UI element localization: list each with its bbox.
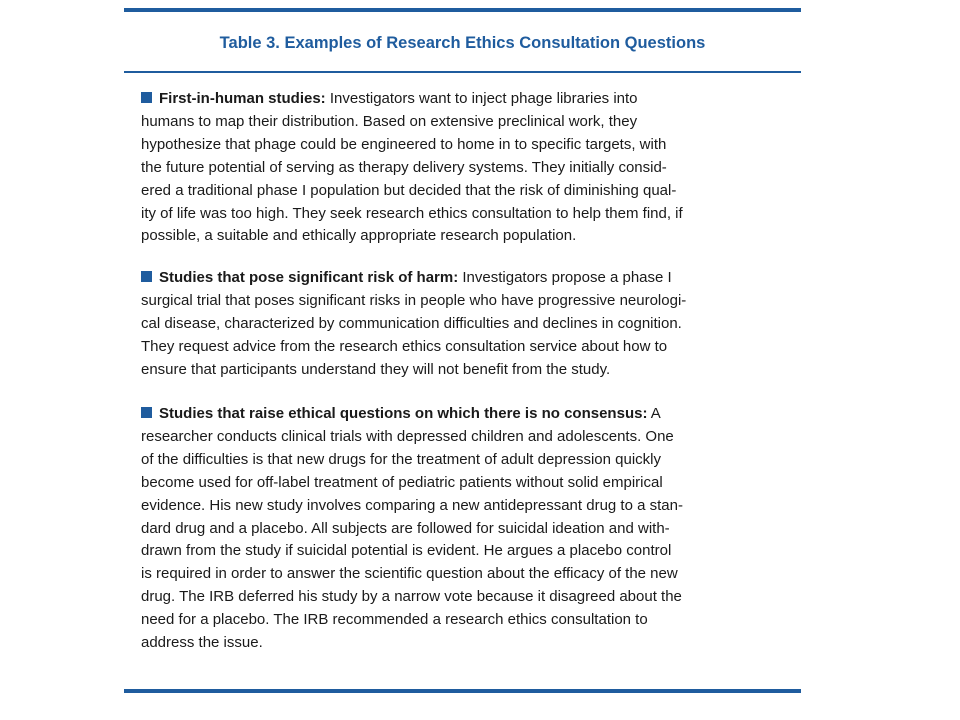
entry-first-line [141,88,789,111]
top-rule [124,8,801,12]
square-bullet-icon [141,407,152,418]
entry-text-line: the future potential of serving as therapy delivery systems. They initially consid- [141,158,667,176]
title-rule [124,71,801,73]
entry-first-line [141,267,789,290]
entry-text-line: They request advice from the research ethics consultation service about how to [141,337,668,355]
entry-text-line: drawn from the study if suicidal potential is evident. He argues a placebo control [141,542,672,560]
entry-text-line: Investigators propose a phase I [462,269,672,286]
entry-text-line: is required in order to answer the scientific question about the efficacy of the new [141,565,678,583]
entry-text-line: ity of life was too high. They seek research ethics consultation to help them find, if [141,204,683,222]
entry-heading: First-in-human studies: [159,90,326,107]
entry-text-line: surgical trial that poses significant risks in people who have progressive neurologi- [141,291,687,309]
entry-no-consensus [141,403,789,655]
entry-text-line: hypothesize that phage could be engineered to home in to specific targets, with [141,135,667,153]
entry-text-line: cal disease, characterized by communication difficulties and declines in cognition. [141,314,682,332]
entry-text-line: possible, a suitable and ethically appropriate research population. [141,227,577,245]
entry-text-line: dard drug and a placebo. All subjects are followed for suicidal ideation and with- [141,519,670,537]
table-title: Table 3. Examples of Research Ethics Consultation Questions [219,34,706,52]
entry-text-line: evidence. His new study involves comparing a new antidepressant drug to a stan- [141,496,683,514]
entry-text-line: ensure that participants understand they will not benefit from the study. [141,360,611,378]
entry-text-line: humans to map their distribution. Based on extensive preclinical work, they [141,112,638,130]
entry-text-line: become used for off-label treatment of pediatric patients without solid empirical [141,473,663,491]
entry-significant-risk-of-harm [141,267,789,382]
square-bullet-icon [141,92,152,103]
entry-heading: Studies that pose significant risk of harm: [159,269,459,286]
entry-text-line: researcher conducts clinical trials with depressed children and adolescents. One [141,427,674,445]
entry-heading: Studies that raise ethical questions on which there is no consensus: [159,405,648,422]
entry-text-line: drug. The IRB deferred his study by a narrow vote because it disagreed about the [141,588,682,606]
square-bullet-icon [141,271,152,282]
entry-text-line: address the issue. [141,634,263,652]
entry-text-line: A [650,405,661,422]
entry-text-line: ered a traditional phase I population but decided that the risk of diminishing qual- [141,181,677,199]
entry-first-line [141,403,789,426]
bottom-rule [124,689,801,693]
entry-text-line: of the difficulties is that new drugs for the treatment of adult depression quickly [141,450,662,468]
entry-text-line: need for a placebo. The IRB recommended a research ethics consultation to [141,611,648,629]
entry-first-in-human-studies [141,88,789,248]
entry-text-line: Investigators want to inject phage libraries into [329,90,638,107]
